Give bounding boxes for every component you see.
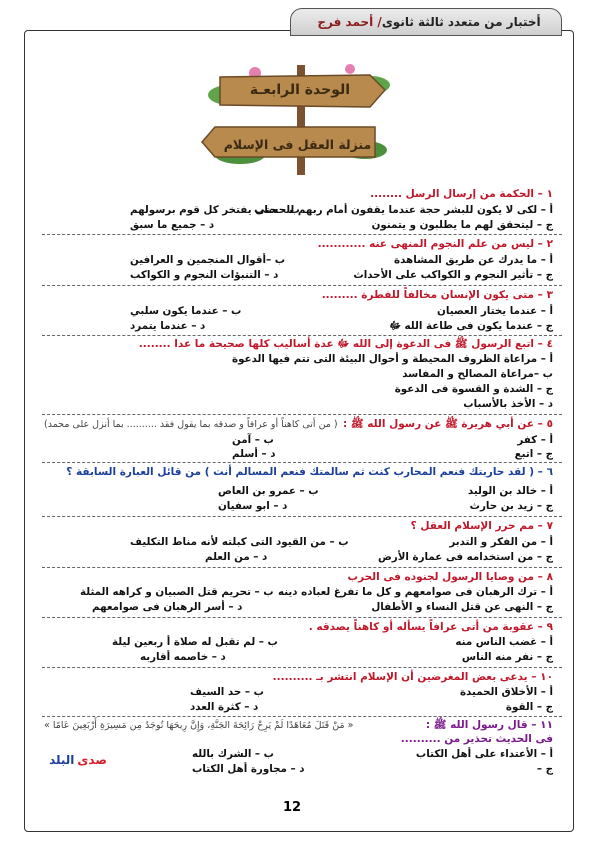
header-author: / أحمد فرج [317, 15, 382, 29]
q4-option-a[interactable]: أ – مراعاة الظروف المحيطة و أحوال البيئة التى تتم فيها الدعوة [232, 353, 553, 365]
q7-option-b[interactable]: ب – من القيود التى كبلته لأنه مناط التكليف [130, 536, 349, 548]
header-title: أختبار من متعدد ثالثة ثانوى [381, 15, 541, 29]
flower-icon [345, 64, 355, 74]
q8-option-a[interactable]: أ – ترك الرهبان فى صوامعهم و كل ما تفرغ لعباده دينه [277, 586, 553, 598]
q6-title: ٦ – ( لقد حاربتك فنعم المحارب كنت ثم سالمتك فنعم المسالم أنت ) من قائل العبارة السابقة ؟ [66, 466, 553, 478]
q11-title: ١١ – قال رسول الله ﷺ : [425, 719, 553, 731]
q3-option-d[interactable]: د – عندما يتمرد [130, 320, 206, 332]
q11-option-b[interactable]: ب – الشرك بالله [192, 748, 275, 760]
q11-option-c[interactable]: ج – [536, 763, 553, 775]
q5-option-b[interactable]: ب – آمن [232, 434, 274, 446]
q11-hadith-quote: « مَنْ قَتَلَ مُعَاهَدًا لَمْ يَرِحْ رَائِحَةَ الجَنَّةِ، وَإِنَّ رِيحَهَا تُوجَدُ مِن مَسِيرَةِ أَرْبَعِينَ عَامًا » [44, 720, 354, 731]
q1-title: ١ – الحكمة من إرسال الرسل ........ [370, 188, 553, 200]
q4-option-b[interactable]: ب –مراعاة المصالح و المفاسد [402, 368, 553, 380]
divider [42, 285, 562, 286]
q5-title: ٥ – عن أبي هريرة ﷺ عن رسول الله ﷺ : [343, 418, 553, 430]
divider [42, 617, 562, 618]
q5-hadith-quote: ( من أتى كاهناً أو عرافاً و صدقه بما يقول فقد .......... بما أنزل على محمد) [44, 419, 338, 430]
q4-title: ٤ – اتبع الرسول ﷺ فى الدعوة إلى الله ﷻ عدة أساليب كلها صحيحة ما عدا ........ [138, 338, 553, 350]
watermark-word-1: صدى [77, 753, 107, 767]
q1-option-d[interactable]: د – جميع ما سبق [130, 219, 215, 231]
q11-option-d[interactable]: د – مجاورة أهل الكتاب [192, 763, 305, 775]
q6-option-d[interactable]: د – ابو سفيان [218, 500, 288, 512]
divider [42, 234, 562, 235]
site-watermark [38, 748, 118, 772]
divider [42, 335, 562, 336]
q5-option-c[interactable]: ج – اتبع [514, 448, 553, 460]
q1-option-a[interactable]: أ – لكى لا يكون للبشر حجة عندما يقفون أمام ربهم للحساب [254, 204, 553, 216]
q10-title: ١٠ – يدعى بعض المغرضين أن الإسلام انتشر بـ .......... [272, 671, 553, 683]
q9-option-c[interactable]: ج – نفر منه الناس [461, 651, 553, 663]
divider [42, 716, 562, 717]
q2-option-c[interactable]: ج – تأثير النجوم و الكواكب على الأحداث [353, 269, 553, 281]
q2-title: ٢ – ليس من علم النجوم المنهى عنه ............ [317, 238, 553, 250]
q10-option-d[interactable]: د – كثرة العدد [190, 701, 259, 713]
divider [42, 516, 562, 517]
q7-option-c[interactable]: ج – من استخدامه فى عمارة الأرض [377, 551, 553, 563]
q9-option-a[interactable]: أ – غضب الناس منه [455, 636, 553, 648]
q11-subtitle: فى الحديث تحذير من .......... [400, 733, 553, 745]
q11-option-a[interactable]: أ – الأعتداء على أهل الكتاب [415, 748, 553, 760]
q5-option-d[interactable]: د – أسلم [232, 448, 276, 460]
q7-title: ٧ – مم حرر الإسلام العقل ؟ [410, 520, 553, 532]
q3-option-c[interactable]: ج – عندما يكون فى طاعة الله ﷻ [389, 320, 553, 332]
q4-option-d[interactable]: د – الأخذ بالأسباب [463, 398, 553, 410]
q3-option-a[interactable]: أ – عندما يختار العصيان [437, 305, 553, 317]
q4-option-c[interactable]: ج – الشدة و القسوة فى الدعوة [394, 383, 553, 395]
q8-option-c[interactable]: ج – النهى عن قتل النساء و الأطفال [371, 601, 553, 613]
q1-option-c[interactable]: ج – ليتحقق لهم ما يطلبون و يتمنون [371, 219, 553, 231]
q9-title: ٩ – عقوبة من أتى عرافاً يسأله أو كاهناً يصدقه . [308, 621, 553, 633]
divider [42, 667, 562, 668]
banner-unit-label: الوحدة الرابعـة [249, 82, 351, 98]
q5-option-a[interactable]: أ – كفر [517, 434, 553, 446]
q6-option-c[interactable]: ج – زيد بن حارث [469, 500, 553, 512]
q8-option-d[interactable]: د – أسر الرهبان فى صوامعهم [92, 601, 243, 613]
divider [42, 462, 562, 463]
q2-option-b[interactable]: ب –أقوال المنجمين و العرافين [130, 254, 286, 266]
q3-title: ٣ – متى يكون الإنسان مخالفاً للفطرة ......... [321, 289, 553, 301]
q8-title: ٨ – من وصايا الرسول لجنوده فى الحرب [347, 571, 553, 583]
divider [42, 567, 562, 568]
q2-option-d[interactable]: د – التنبؤات النجوم و الكواكب [130, 269, 279, 281]
q9-option-b[interactable]: ب – لم تقبل له صلاة أ ربعين ليلة [112, 636, 278, 648]
q7-option-d[interactable]: د – من العلم [205, 551, 268, 563]
q2-option-a[interactable]: أ – ما يدرك عن طريق المشاهدة [394, 254, 553, 266]
q10-option-b[interactable]: ب – حد السيف [190, 686, 264, 698]
unit-banner [200, 55, 400, 175]
q1-option-b[interactable]: ب – حتى يفتخر كل قوم برسولهم [130, 204, 300, 216]
q3-option-b[interactable]: ب – عندما يكون سلبي [130, 305, 242, 317]
divider [42, 414, 562, 415]
q8-option-b[interactable]: ب – تحريم قتل الصبيان و كراهه المثلة [80, 586, 274, 598]
q10-option-c[interactable]: ج – القوة [505, 701, 553, 713]
q6-option-a[interactable]: أ – خالد بن الوليد [467, 485, 553, 497]
watermark-word-2: البلد [49, 753, 75, 767]
page-header [290, 8, 562, 36]
page-number: 12 [283, 800, 302, 815]
q6-option-b[interactable]: ب – عمرو بن العاص [218, 485, 319, 497]
q7-option-a[interactable]: أ – من الفكر و التدبر [449, 536, 553, 548]
q10-option-a[interactable]: أ – الأخلاق الحميدة [459, 686, 553, 698]
banner-lesson-label: منزلة العقل فى الإسلام [223, 137, 372, 152]
q9-option-d[interactable]: د – خاصمه أقاربه [140, 651, 226, 663]
